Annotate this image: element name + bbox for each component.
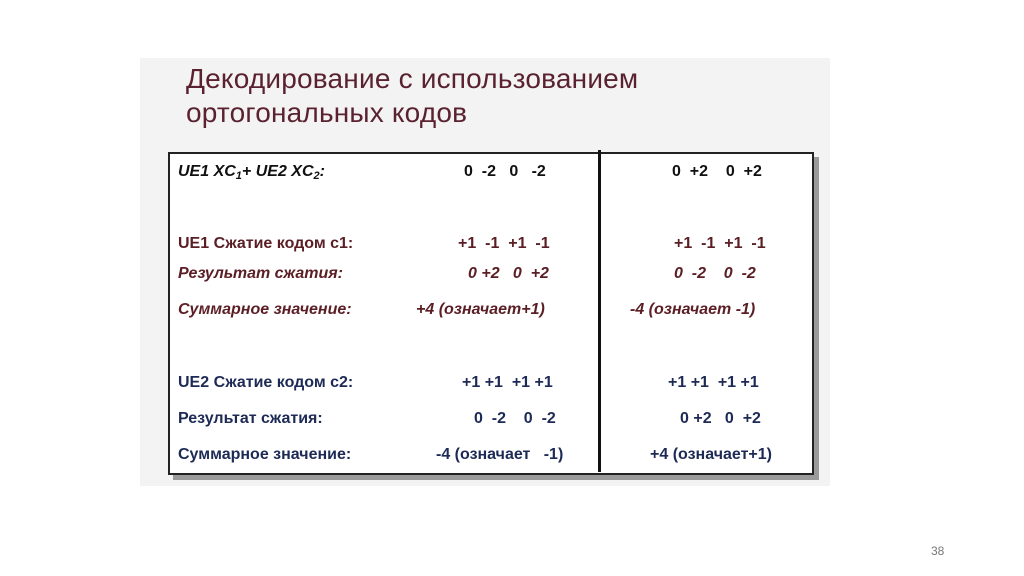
slide-title <box>186 62 786 130</box>
ue2-compress-right: +1 +1 +1 +1 <box>668 374 759 391</box>
table-divider <box>598 150 601 472</box>
header-right-values: 0 +2 0 +2 <box>672 163 762 180</box>
ue1-result-left: 0 +2 0 +2 <box>468 265 549 282</box>
ue1-sum-right: -4 (означает -1) <box>630 301 756 318</box>
title-line-2: ортогональных кодов <box>186 97 468 128</box>
ue2-sum-left: -4 (означает -1) <box>436 446 564 463</box>
page-number: 38 <box>931 544 945 558</box>
ue1-compress-left: +1 -1 +1 -1 <box>458 235 550 252</box>
ue1-sum-label: Суммарное значение: <box>178 301 352 318</box>
ue1-result-label: Результат сжатия: <box>178 265 343 282</box>
ue2-compress-left: +1 +1 +1 +1 <box>462 374 553 391</box>
ue2-result-label: Результат сжатия: <box>178 410 323 427</box>
ue2-compress-label: UE2 Сжатие кодом c2: <box>178 374 354 391</box>
ue1-result-right: 0 -2 0 -2 <box>674 265 756 282</box>
ue2-result-right: 0 +2 0 +2 <box>680 410 761 427</box>
ue2-sum-label: Суммарное значение: <box>178 446 352 463</box>
ue1-compress-right: +1 -1 +1 -1 <box>674 235 766 252</box>
header-left-values: 0 -2 0 -2 <box>464 163 546 180</box>
ue2-result-left: 0 -2 0 -2 <box>474 410 556 427</box>
title-line-1: Декодирование с использованием <box>186 63 639 94</box>
header-label: UE1 $XC_1+ UE2$ $XC_2$: <box>178 163 325 182</box>
ue1-sum-left: +4 (означает+1) <box>416 301 545 318</box>
ue2-sum-right: +4 (означает+1) <box>650 446 772 463</box>
ue1-compress-label: UE1 Сжатие кодом c1: <box>178 235 354 252</box>
